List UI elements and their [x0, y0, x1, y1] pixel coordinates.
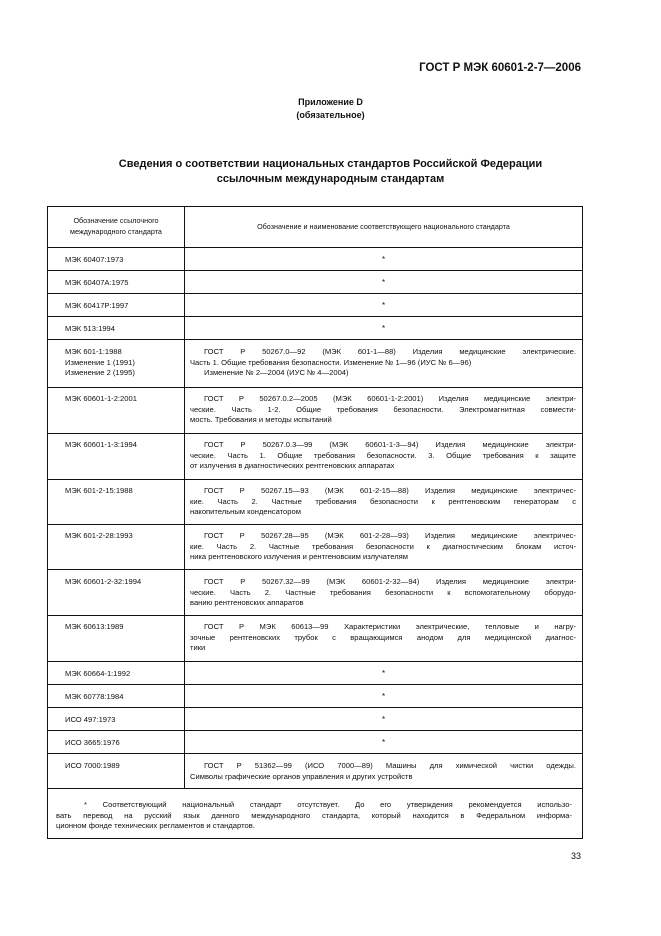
reference-standard-cell	[65, 255, 123, 266]
reference-standard-cell	[65, 715, 115, 726]
row-divider	[48, 339, 582, 340]
cell-line: МЭК 60601-1-3:1994	[65, 440, 137, 449]
cell-line: кие. Часть 2. Частные требования безопасности к рентгеновским генераторам с	[190, 496, 576, 506]
reference-standard-cell	[65, 761, 120, 772]
cell-line: ческие. Часть 1-2. Общие требования безопасности. Электромагнитная совмести-	[190, 404, 576, 414]
cell-line: мость. Требования и методы испытаний	[190, 415, 332, 424]
row-divider	[48, 615, 582, 616]
reference-standard-cell	[65, 692, 123, 703]
cell-line: ГОСТ Р 50267.0.2—2005 (МЭК 60601-1-2:2001) Изделия медицинские электри-	[204, 394, 576, 403]
cell-line: тики	[190, 643, 206, 652]
cell-line: зочные рентгеновских трубок с вращающимся анодом для медицинской диагнос-	[190, 632, 576, 642]
cell-line: МЭК 60601-2-32:1994	[65, 577, 142, 586]
reference-standard-cell	[65, 738, 120, 749]
national-standard-cell	[190, 440, 576, 472]
national-standard-cell: *	[381, 324, 386, 333]
national-standard-cell: *	[381, 278, 386, 287]
document-code: ГОСТ Р МЭК 60601-2-7—2006	[419, 62, 581, 74]
footnote-line: * Соответствующий национальный стандарт отсутствует. До его утверждения рекомендуется использо-	[84, 800, 572, 809]
cell-line: ГОСТ Р 50267.32—99 (МЭК 60601-2-32—94) Изделия медицинские электри-	[204, 577, 576, 586]
reference-standard-cell	[65, 324, 115, 335]
cell-line: ванию рентгеновских аппаратов	[190, 598, 304, 607]
cell-line: ника рентгеновского излучения и рентгеновским излучателям	[190, 552, 408, 561]
cell-line: ИСО 497:1973	[65, 715, 116, 724]
cell-line: Изменение № 2—2004 (ИУС № 4—2004)	[204, 368, 349, 377]
cell-line: накопительным конденсатором	[190, 507, 301, 516]
cell-line: ИСО 7000:1989	[65, 761, 120, 770]
reference-standard-cell	[65, 301, 128, 312]
cell-line: ИСО 3665:1976	[65, 738, 120, 747]
row-divider	[48, 293, 582, 294]
cell-line: ГОСТ Р 51362—99 (ИСО 7000—89) Машины для химической чистки одежды.	[204, 761, 576, 770]
cell-line: ГОСТ Р 50267.28—95 (МЭК 601-2-28—93) Изделия медицинские электричес-	[204, 531, 576, 540]
row-divider	[48, 270, 582, 271]
cell-line: ГОСТ Р 50267.15—93 (МЭК 601-2-15—88) Изделия медицинские электричес-	[204, 486, 576, 495]
row-divider	[48, 788, 582, 789]
row-divider	[48, 247, 582, 248]
cell-line: Часть 1. Общие требования безопасности. Изменение № 1—96 (ИУС № 6—96)	[190, 357, 472, 367]
cell-line: ГОСТ Р МЭК 60613—99 Характеристики электрические, тепловые и нагру-	[204, 622, 576, 631]
row-divider	[48, 569, 582, 570]
national-standard-cell: *	[381, 692, 386, 701]
section-title	[0, 157, 661, 187]
reference-standard-cell	[65, 669, 130, 680]
cell-line: МЭК 60407А:1975	[65, 278, 129, 287]
table-footnote	[56, 800, 572, 832]
cell-line: МЭК 60778:1984	[65, 692, 124, 701]
annex-status: (обязательное)	[296, 110, 365, 120]
cell-line: МЭК 60664-1:1992	[65, 669, 131, 678]
correspondence-table	[47, 206, 583, 839]
cell-line: Изменение 2 (1995)	[65, 368, 135, 377]
reference-standard-cell	[65, 486, 133, 497]
cell-line: от излучения в диагностических рентгеновских аппаратах	[190, 461, 395, 470]
row-divider	[48, 753, 582, 754]
cell-line: МЭК 513:1994	[65, 324, 115, 333]
national-standard-cell	[190, 622, 576, 654]
footnote-line: ционном фонде технических регламентов и стандартов.	[56, 821, 255, 830]
row-divider	[48, 433, 582, 434]
national-standard-cell: *	[381, 669, 386, 678]
column-header-line: международного стандарта	[70, 227, 162, 236]
cell-line: ГОСТ Р 50267.0.3—99 (МЭК 60601-1-3—94) Изделия медицинские электри-	[204, 440, 576, 449]
national-standard-cell	[190, 394, 576, 426]
reference-standard-cell	[65, 278, 129, 289]
column-header-line: Обозначение ссылочного	[73, 216, 159, 225]
reference-standard-cell	[65, 577, 141, 588]
cell-line: МЭК 601-1:1988	[65, 347, 122, 356]
column-header-reference	[48, 215, 184, 237]
cell-line: МЭК 60613:1989	[65, 622, 124, 631]
row-divider	[48, 479, 582, 480]
cell-line: МЭК 60601-1-2:2001	[65, 394, 137, 403]
cell-line: кие. Часть 2. Частные требования безопасности к диагностическим блокам источ-	[190, 541, 576, 551]
cell-line: МЭК 601-2-28:1993	[65, 531, 133, 540]
column-header-national: Обозначение и наименование соответствующего национального стандарта	[257, 222, 510, 231]
cell-line: ГОСТ Р 50267.0—92 (МЭК 601-1—88) Изделия медицинские электрические.	[204, 347, 576, 356]
footnote-line: вать перевод на русский язык данного международного стандарта, который находится в Федеральном информа-	[56, 810, 572, 820]
cell-line: МЭК 601-2-15:1988	[65, 486, 133, 495]
national-standard-cell: *	[381, 255, 386, 264]
national-standard-cell	[190, 577, 576, 609]
row-divider	[48, 387, 582, 388]
national-standard-cell	[190, 531, 576, 563]
cell-line: ческие. Часть 1. Общие требования безопасности. 3. Общие требования к защите	[190, 450, 576, 460]
reference-standard-cell	[65, 622, 123, 633]
row-divider	[48, 661, 582, 662]
section-title-line: Сведения о соответствии национальных стандартов Российской Федерации	[118, 158, 543, 170]
cell-line: МЭК 60417Р:1997	[65, 301, 129, 310]
reference-standard-cell	[65, 347, 135, 379]
national-standard-cell	[190, 347, 576, 379]
cell-line: Символы графические органов управления и других устройств	[190, 771, 413, 781]
section-title-line: ссылочным международным стандартам	[216, 173, 445, 185]
page-number: 33	[570, 851, 581, 861]
row-divider	[48, 730, 582, 731]
national-standard-cell: *	[381, 301, 386, 310]
national-standard-cell: *	[381, 738, 386, 747]
reference-standard-cell	[65, 531, 133, 542]
national-standard-cell	[190, 761, 576, 782]
row-divider	[48, 524, 582, 525]
reference-standard-cell	[65, 440, 137, 451]
national-standard-cell	[190, 486, 576, 518]
cell-line: МЭК 60407:1973	[65, 255, 124, 264]
reference-standard-cell	[65, 394, 137, 405]
row-divider	[48, 316, 582, 317]
row-divider	[48, 684, 582, 685]
row-divider	[48, 707, 582, 708]
cell-line: ческие. Часть 2. Частные требования безопасности к вспомогательному оборудо-	[190, 587, 576, 597]
national-standard-cell: *	[381, 715, 386, 724]
cell-line: Изменение 1 (1991)	[65, 357, 135, 367]
annex-title: Приложение D	[298, 97, 363, 107]
